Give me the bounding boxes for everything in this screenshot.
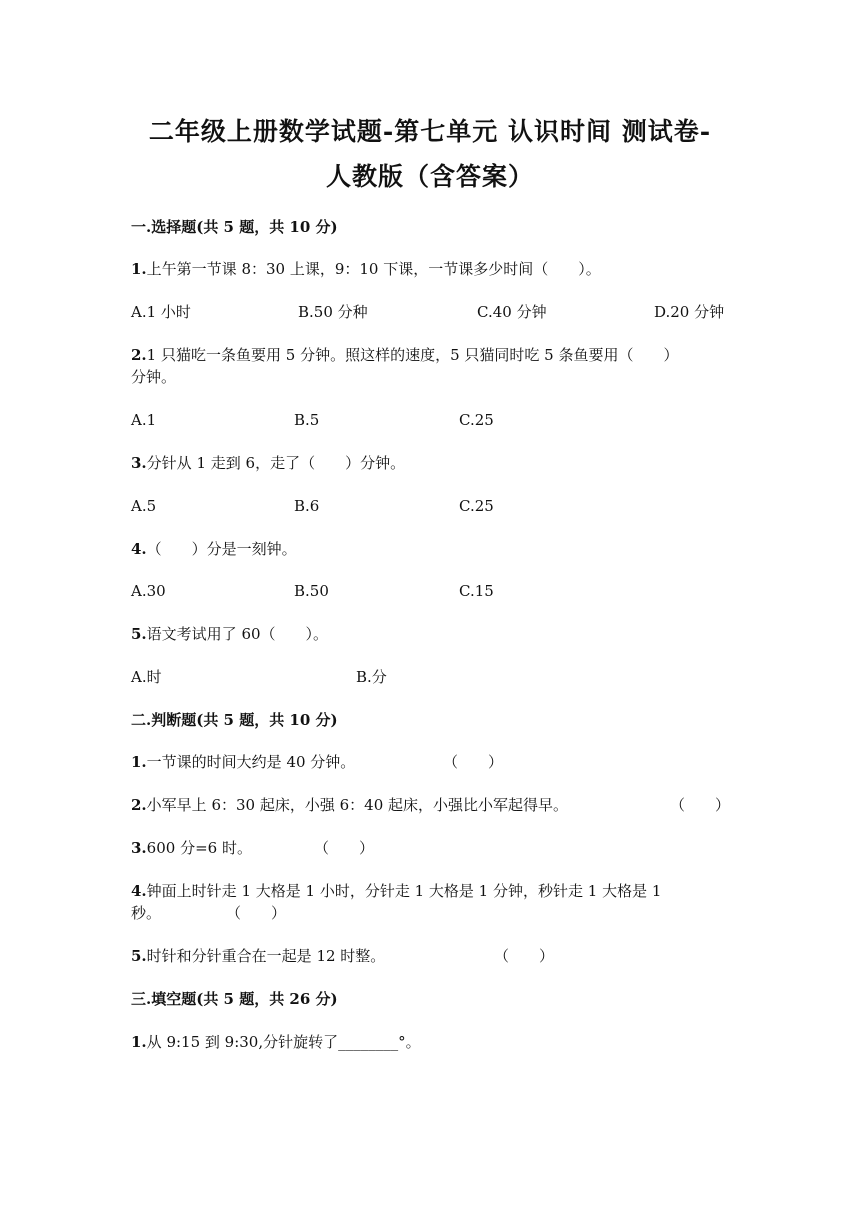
question-2-5: [131, 945, 385, 967]
question-text: 上午第一节课 8：30 上课，9：10 下课，一节课多少时间（ ）。: [146, 260, 601, 278]
option-a: A.30: [131, 582, 166, 600]
option-a: A.5: [131, 497, 157, 515]
option-c: C.15: [459, 582, 494, 600]
option-b: B.5: [294, 411, 320, 429]
option-b: B.分: [356, 668, 387, 686]
question-2-1: [131, 751, 355, 773]
question-text: 1 只猫吃一条鱼要用 5 分钟。照这样的速度，5 只猫同时吃 5 条鱼要用（ ）: [146, 346, 679, 364]
question-2-4-continued: 秒。: [131, 904, 162, 922]
section-heading-choice: 一.选择题(共 5 题，共 10 分): [131, 218, 338, 236]
option-c: C.25: [459, 411, 494, 429]
question-number: 1.: [131, 1033, 147, 1051]
option-b: B.50: [294, 582, 329, 600]
option-d: D.20 分钟: [654, 303, 725, 321]
question-3-1: [131, 1031, 421, 1053]
question-2-2: [131, 794, 568, 816]
question-number: 2.: [131, 796, 147, 814]
question-text: 语文考试用了 60（ ）。: [146, 625, 329, 643]
question-1-2: [131, 344, 678, 366]
question-1-4: [131, 538, 297, 560]
title-line-1: 二年级上册数学试题-第七单元 认识时间 测试卷-: [148, 117, 712, 146]
answer-parentheses: （ ）: [443, 753, 504, 771]
question-2-3: [131, 837, 252, 859]
question-number: 4.: [131, 540, 147, 558]
option-c: C.40 分钟: [477, 303, 547, 321]
option-a: A.1: [131, 411, 157, 429]
option-b: B.50 分种: [298, 303, 368, 321]
question-text: 钟面上时针走 1 大格是 1 小时，分针走 1 大格是 1 分钟，秒针走 1 大格是 1: [146, 882, 662, 900]
question-text: 600 分=6 时。: [146, 839, 252, 857]
question-number: 4.: [131, 882, 147, 900]
question-number: 5.: [131, 947, 147, 965]
question-1-3: [131, 452, 405, 474]
question-text: （ ）分是一刻钟。: [146, 540, 297, 558]
question-1-2-continued: 分钟。: [131, 368, 177, 386]
answer-parentheses: （ ）: [226, 904, 287, 922]
option-a: A.时: [131, 668, 162, 686]
option-a: A.1 小时: [131, 303, 191, 321]
question-text: 一节课的时间大约是 40 分钟。: [146, 753, 356, 771]
option-b: B.6: [294, 497, 320, 515]
question-number: 1.: [131, 260, 147, 278]
section-heading-judge: 二.判断题(共 5 题，共 10 分): [131, 711, 338, 729]
section-heading-fill: 三.填空题(共 5 题，共 26 分): [131, 990, 338, 1008]
question-number: 5.: [131, 625, 147, 643]
question-text: 分针从 1 走到 6，走了（ ）分钟。: [146, 454, 406, 472]
question-1-5: [131, 623, 328, 645]
answer-parentheses: （ ）: [314, 839, 375, 857]
question-2-4: [131, 880, 661, 902]
question-number: 2.: [131, 346, 147, 364]
option-c: C.25: [459, 497, 494, 515]
question-text: 小军早上 6：30 起床，小强 6：40 起床，小强比小军起得早。: [146, 796, 569, 814]
answer-parentheses: （ ）: [670, 796, 731, 814]
question-number: 3.: [131, 839, 147, 857]
answer-parentheses: （ ）: [494, 947, 555, 965]
title-line-2: 人教版（含答案）: [325, 162, 534, 191]
question-number: 3.: [131, 454, 147, 472]
question-text: 从 9:15 到 9:30,分针旋转了________°。: [146, 1033, 421, 1051]
question-text: 时针和分针重合在一起是 12 时整。: [146, 947, 386, 965]
question-number: 1.: [131, 753, 147, 771]
question-1-1: [131, 258, 601, 280]
